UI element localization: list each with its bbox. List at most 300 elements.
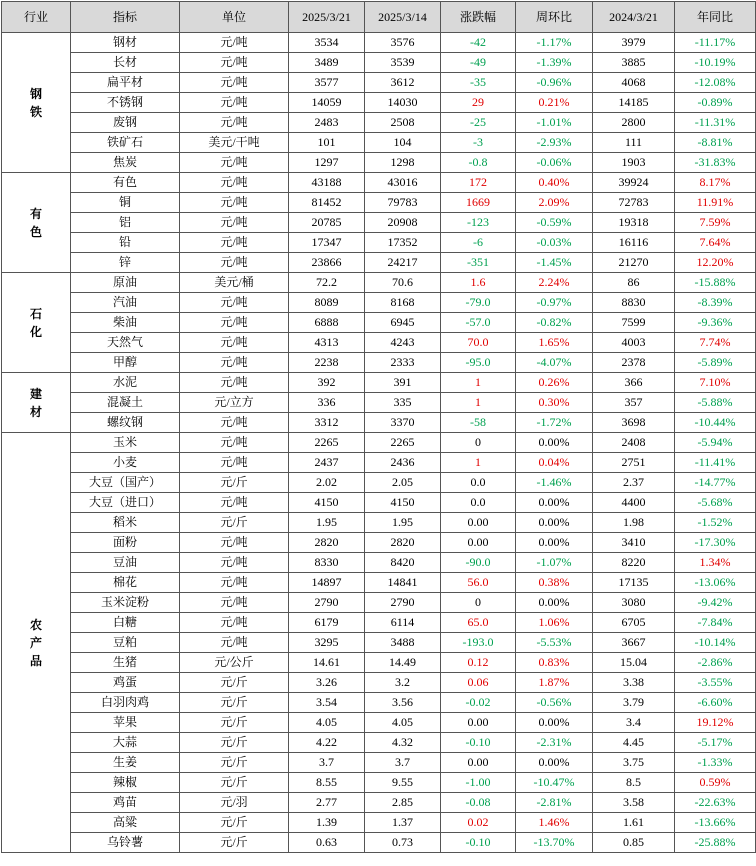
previous-value-cell: 2790	[365, 593, 441, 613]
change-cell: -193.0	[441, 633, 516, 653]
indicator-cell: 鸡蛋	[71, 673, 180, 693]
current-value-cell: 2483	[289, 113, 365, 133]
unit-cell: 元/吨	[180, 233, 289, 253]
wow-cell: 0.00%	[516, 533, 593, 553]
table-row	[2, 813, 756, 833]
yoy-cell: -11.31%	[675, 113, 756, 133]
table-row	[2, 193, 756, 213]
last-year-value-cell: 8830	[593, 293, 675, 313]
table-row	[2, 493, 756, 513]
indicator-cell: 高粱	[71, 813, 180, 833]
last-year-value-cell: 1903	[593, 153, 675, 173]
wow-cell: 1.46%	[516, 813, 593, 833]
last-year-value-cell: 3667	[593, 633, 675, 653]
change-cell: 29	[441, 93, 516, 113]
yoy-cell: 7.74%	[675, 333, 756, 353]
previous-value-cell: 3.7	[365, 753, 441, 773]
wow-cell: 0.00%	[516, 493, 593, 513]
table-row	[2, 313, 756, 333]
unit-cell: 元/吨	[180, 53, 289, 73]
last-year-value-cell: 39924	[593, 173, 675, 193]
wow-cell: 0.83%	[516, 653, 593, 673]
last-year-value-cell: 86	[593, 273, 675, 293]
previous-value-cell: 4.32	[365, 733, 441, 753]
unit-cell: 元/吨	[180, 193, 289, 213]
wow-cell: -2.31%	[516, 733, 593, 753]
indicator-cell: 苹果	[71, 713, 180, 733]
unit-cell: 美元/干吨	[180, 133, 289, 153]
change-cell: -49	[441, 53, 516, 73]
last-year-value-cell: 7599	[593, 313, 675, 333]
previous-value-cell: 9.55	[365, 773, 441, 793]
wow-cell: -1.39%	[516, 53, 593, 73]
unit-cell: 元/吨	[180, 333, 289, 353]
wow-cell: -0.03%	[516, 233, 593, 253]
header-yoy: 年同比	[675, 2, 756, 33]
commodity-price-table	[1, 1, 756, 853]
change-cell: 65.0	[441, 613, 516, 633]
table-row	[2, 653, 756, 673]
unit-cell: 元/斤	[180, 833, 289, 853]
change-cell: 1669	[441, 193, 516, 213]
last-year-value-cell: 111	[593, 133, 675, 153]
previous-value-cell: 43016	[365, 173, 441, 193]
last-year-value-cell: 1.98	[593, 513, 675, 533]
unit-cell: 元/吨	[180, 113, 289, 133]
unit-cell: 元/吨	[180, 93, 289, 113]
unit-cell: 元/公斤	[180, 653, 289, 673]
yoy-cell: -0.89%	[675, 93, 756, 113]
last-year-value-cell: 3.75	[593, 753, 675, 773]
change-cell: -0.10	[441, 733, 516, 753]
indicator-cell: 汽油	[71, 293, 180, 313]
wow-cell: 0.38%	[516, 573, 593, 593]
previous-value-cell: 104	[365, 133, 441, 153]
wow-cell: 0.00%	[516, 593, 593, 613]
table-row	[2, 393, 756, 413]
wow-cell: 0.00%	[516, 433, 593, 453]
unit-cell: 元/吨	[180, 313, 289, 333]
yoy-cell: -7.84%	[675, 613, 756, 633]
last-year-value-cell: 21270	[593, 253, 675, 273]
unit-cell: 元/吨	[180, 433, 289, 453]
previous-value-cell: 14841	[365, 573, 441, 593]
previous-value-cell: 2.05	[365, 473, 441, 493]
yoy-cell: -3.55%	[675, 673, 756, 693]
last-year-value-cell: 72783	[593, 193, 675, 213]
table-row	[2, 293, 756, 313]
previous-value-cell: 2508	[365, 113, 441, 133]
yoy-cell: -2.86%	[675, 653, 756, 673]
change-cell: -1.00	[441, 773, 516, 793]
table-row	[2, 833, 756, 853]
change-cell: -6	[441, 233, 516, 253]
table-row	[2, 733, 756, 753]
indicator-cell: 生猪	[71, 653, 180, 673]
last-year-value-cell: 2408	[593, 433, 675, 453]
wow-cell: -1.01%	[516, 113, 593, 133]
indicator-cell: 玉米淀粉	[71, 593, 180, 613]
current-value-cell: 17347	[289, 233, 365, 253]
previous-value-cell: 3576	[365, 33, 441, 53]
wow-cell: -1.72%	[516, 413, 593, 433]
previous-value-cell: 2820	[365, 533, 441, 553]
indicator-cell: 白羽肉鸡	[71, 693, 180, 713]
last-year-value-cell: 15.04	[593, 653, 675, 673]
unit-cell: 元/吨	[180, 73, 289, 93]
yoy-cell: 7.10%	[675, 373, 756, 393]
unit-cell: 元/斤	[180, 713, 289, 733]
current-value-cell: 1.95	[289, 513, 365, 533]
last-year-value-cell: 19318	[593, 213, 675, 233]
yoy-cell: -8.81%	[675, 133, 756, 153]
industry-cell: 钢 铁	[2, 33, 71, 173]
last-year-value-cell: 16116	[593, 233, 675, 253]
indicator-cell: 混凝土	[71, 393, 180, 413]
yoy-cell: -10.44%	[675, 413, 756, 433]
unit-cell: 元/羽	[180, 793, 289, 813]
last-year-value-cell: 357	[593, 393, 675, 413]
wow-cell: -0.59%	[516, 213, 593, 233]
indicator-cell: 钢材	[71, 33, 180, 53]
last-year-value-cell: 366	[593, 373, 675, 393]
current-value-cell: 81452	[289, 193, 365, 213]
yoy-cell: -5.88%	[675, 393, 756, 413]
change-cell: -95.0	[441, 353, 516, 373]
table-row	[2, 53, 756, 73]
current-value-cell: 3312	[289, 413, 365, 433]
indicator-cell: 长材	[71, 53, 180, 73]
current-value-cell: 72.2	[289, 273, 365, 293]
yoy-cell: -13.66%	[675, 813, 756, 833]
current-value-cell: 3.54	[289, 693, 365, 713]
unit-cell: 元/斤	[180, 673, 289, 693]
indicator-cell: 玉米	[71, 433, 180, 453]
table-row	[2, 333, 756, 353]
wow-cell: 0.00%	[516, 753, 593, 773]
indicator-cell: 焦炭	[71, 153, 180, 173]
change-cell: 0	[441, 433, 516, 453]
indicator-cell: 大豆（国产）	[71, 473, 180, 493]
current-value-cell: 3.7	[289, 753, 365, 773]
indicator-cell: 稻米	[71, 513, 180, 533]
header-industry: 行业	[2, 2, 71, 33]
last-year-value-cell: 2378	[593, 353, 675, 373]
unit-cell: 元/吨	[180, 553, 289, 573]
last-year-value-cell: 4400	[593, 493, 675, 513]
table-row	[2, 253, 756, 273]
last-year-value-cell: 8220	[593, 553, 675, 573]
table-row	[2, 633, 756, 653]
wow-cell: -5.53%	[516, 633, 593, 653]
yoy-cell: -5.17%	[675, 733, 756, 753]
last-year-value-cell: 4.45	[593, 733, 675, 753]
last-year-value-cell: 4068	[593, 73, 675, 93]
unit-cell: 元/吨	[180, 293, 289, 313]
table-row	[2, 133, 756, 153]
last-year-value-cell: 3979	[593, 33, 675, 53]
indicator-cell: 有色	[71, 173, 180, 193]
yoy-cell: -5.94%	[675, 433, 756, 453]
change-cell: 70.0	[441, 333, 516, 353]
unit-cell: 元/吨	[180, 533, 289, 553]
yoy-cell: -22.63%	[675, 793, 756, 813]
indicator-cell: 锌	[71, 253, 180, 273]
last-year-value-cell: 1.61	[593, 813, 675, 833]
indicator-cell: 螺纹钢	[71, 413, 180, 433]
previous-value-cell: 3.56	[365, 693, 441, 713]
wow-cell: 0.00%	[516, 513, 593, 533]
previous-value-cell: 2265	[365, 433, 441, 453]
yoy-cell: 8.17%	[675, 173, 756, 193]
wow-cell: -0.97%	[516, 293, 593, 313]
table-row	[2, 233, 756, 253]
unit-cell: 元/吨	[180, 613, 289, 633]
previous-value-cell: 3539	[365, 53, 441, 73]
wow-cell: -0.06%	[516, 153, 593, 173]
header-row	[2, 2, 756, 33]
last-year-value-cell: 3885	[593, 53, 675, 73]
change-cell: -58	[441, 413, 516, 433]
previous-value-cell: 2436	[365, 453, 441, 473]
yoy-cell: -15.88%	[675, 273, 756, 293]
yoy-cell: -5.68%	[675, 493, 756, 513]
previous-value-cell: 0.73	[365, 833, 441, 853]
current-value-cell: 4.22	[289, 733, 365, 753]
wow-cell: -10.47%	[516, 773, 593, 793]
unit-cell: 元/斤	[180, 753, 289, 773]
current-value-cell: 392	[289, 373, 365, 393]
change-cell: 1	[441, 453, 516, 473]
change-cell: -0.8	[441, 153, 516, 173]
yoy-cell: -31.83%	[675, 153, 756, 173]
yoy-cell: -8.39%	[675, 293, 756, 313]
last-year-value-cell: 3410	[593, 533, 675, 553]
yoy-cell: -9.36%	[675, 313, 756, 333]
unit-cell: 元/吨	[180, 33, 289, 53]
previous-value-cell: 3612	[365, 73, 441, 93]
unit-cell: 元/吨	[180, 573, 289, 593]
previous-value-cell: 3.2	[365, 673, 441, 693]
previous-value-cell: 8168	[365, 293, 441, 313]
wow-cell: -0.82%	[516, 313, 593, 333]
indicator-cell: 废钢	[71, 113, 180, 133]
wow-cell: -0.56%	[516, 693, 593, 713]
wow-cell: -1.17%	[516, 33, 593, 53]
current-value-cell: 2.02	[289, 473, 365, 493]
header-indicator: 指标	[71, 2, 180, 33]
previous-value-cell: 14030	[365, 93, 441, 113]
unit-cell: 元/斤	[180, 693, 289, 713]
wow-cell: 0.30%	[516, 393, 593, 413]
table-row	[2, 453, 756, 473]
change-cell: 1.6	[441, 273, 516, 293]
table-row	[2, 573, 756, 593]
wow-cell: 1.06%	[516, 613, 593, 633]
current-value-cell: 14.61	[289, 653, 365, 673]
table-row	[2, 793, 756, 813]
indicator-cell: 棉花	[71, 573, 180, 593]
current-value-cell: 14059	[289, 93, 365, 113]
yoy-cell: -11.17%	[675, 33, 756, 53]
previous-value-cell: 4243	[365, 333, 441, 353]
change-cell: 0.00	[441, 713, 516, 733]
indicator-cell: 甲醇	[71, 353, 180, 373]
wow-cell: -4.07%	[516, 353, 593, 373]
unit-cell: 元/斤	[180, 813, 289, 833]
yoy-cell: -13.06%	[675, 573, 756, 593]
unit-cell: 元/吨	[180, 413, 289, 433]
table-row	[2, 353, 756, 373]
table-row	[2, 373, 756, 393]
yoy-cell: -1.33%	[675, 753, 756, 773]
industry-cell: 有 色	[2, 173, 71, 273]
current-value-cell: 3534	[289, 33, 365, 53]
indicator-cell: 乌铃薯	[71, 833, 180, 853]
previous-value-cell: 1.95	[365, 513, 441, 533]
current-value-cell: 2790	[289, 593, 365, 613]
wow-cell: -1.07%	[516, 553, 593, 573]
last-year-value-cell: 8.5	[593, 773, 675, 793]
current-value-cell: 3577	[289, 73, 365, 93]
current-value-cell: 2238	[289, 353, 365, 373]
table-body	[2, 33, 756, 853]
current-value-cell: 1297	[289, 153, 365, 173]
wow-cell: 2.09%	[516, 193, 593, 213]
previous-value-cell: 8420	[365, 553, 441, 573]
previous-value-cell: 1.37	[365, 813, 441, 833]
wow-cell: 0.00%	[516, 713, 593, 733]
last-year-value-cell: 14185	[593, 93, 675, 113]
previous-value-cell: 2.85	[365, 793, 441, 813]
last-year-value-cell: 17135	[593, 573, 675, 593]
header-date-last-year: 2024/3/21	[593, 2, 675, 33]
table-row	[2, 433, 756, 453]
yoy-cell: -11.41%	[675, 453, 756, 473]
indicator-cell: 扁平材	[71, 73, 180, 93]
change-cell: 0.00	[441, 753, 516, 773]
unit-cell: 元/斤	[180, 513, 289, 533]
indicator-cell: 柴油	[71, 313, 180, 333]
unit-cell: 元/吨	[180, 173, 289, 193]
change-cell: 1	[441, 373, 516, 393]
yoy-cell: -10.19%	[675, 53, 756, 73]
last-year-value-cell: 2751	[593, 453, 675, 473]
header-date-current: 2025/3/21	[289, 2, 365, 33]
table-row	[2, 93, 756, 113]
previous-value-cell: 20908	[365, 213, 441, 233]
current-value-cell: 6888	[289, 313, 365, 333]
unit-cell: 元/吨	[180, 213, 289, 233]
current-value-cell: 4150	[289, 493, 365, 513]
indicator-cell: 铁矿石	[71, 133, 180, 153]
table-row	[2, 33, 756, 53]
table-row	[2, 153, 756, 173]
yoy-cell: 11.91%	[675, 193, 756, 213]
yoy-cell: -10.14%	[675, 633, 756, 653]
change-cell: 1	[441, 393, 516, 413]
header-wow: 周环比	[516, 2, 593, 33]
indicator-cell: 鸡苗	[71, 793, 180, 813]
yoy-cell: -6.60%	[675, 693, 756, 713]
unit-cell: 元/斤	[180, 773, 289, 793]
indicator-cell: 面粉	[71, 533, 180, 553]
unit-cell: 元/立方	[180, 393, 289, 413]
current-value-cell: 6179	[289, 613, 365, 633]
unit-cell: 元/吨	[180, 633, 289, 653]
unit-cell: 元/吨	[180, 453, 289, 473]
current-value-cell: 2437	[289, 453, 365, 473]
table-row	[2, 753, 756, 773]
table-row	[2, 513, 756, 533]
last-year-value-cell: 0.85	[593, 833, 675, 853]
wow-cell: 2.24%	[516, 273, 593, 293]
change-cell: 0.12	[441, 653, 516, 673]
table-row	[2, 613, 756, 633]
previous-value-cell: 1298	[365, 153, 441, 173]
last-year-value-cell: 6705	[593, 613, 675, 633]
wow-cell: -13.70%	[516, 833, 593, 853]
previous-value-cell: 70.6	[365, 273, 441, 293]
table-row	[2, 273, 756, 293]
yoy-cell: -14.77%	[675, 473, 756, 493]
current-value-cell: 2.77	[289, 793, 365, 813]
indicator-cell: 原油	[71, 273, 180, 293]
unit-cell: 元/斤	[180, 733, 289, 753]
current-value-cell: 43188	[289, 173, 365, 193]
previous-value-cell: 335	[365, 393, 441, 413]
change-cell: -79.0	[441, 293, 516, 313]
indicator-cell: 白糖	[71, 613, 180, 633]
indicator-cell: 辣椒	[71, 773, 180, 793]
header-change: 涨跌幅	[441, 2, 516, 33]
unit-cell: 元/吨	[180, 373, 289, 393]
unit-cell: 元/吨	[180, 493, 289, 513]
wow-cell: 0.26%	[516, 373, 593, 393]
current-value-cell: 2820	[289, 533, 365, 553]
previous-value-cell: 391	[365, 373, 441, 393]
yoy-cell: -12.08%	[675, 73, 756, 93]
current-value-cell: 101	[289, 133, 365, 153]
current-value-cell: 8089	[289, 293, 365, 313]
last-year-value-cell: 3080	[593, 593, 675, 613]
yoy-cell: -25.88%	[675, 833, 756, 853]
unit-cell: 元/吨	[180, 353, 289, 373]
yoy-cell: 7.59%	[675, 213, 756, 233]
change-cell: 0.0	[441, 473, 516, 493]
previous-value-cell: 2333	[365, 353, 441, 373]
unit-cell: 美元/桶	[180, 273, 289, 293]
yoy-cell: 19.12%	[675, 713, 756, 733]
previous-value-cell: 3488	[365, 633, 441, 653]
change-cell: -90.0	[441, 553, 516, 573]
indicator-cell: 小麦	[71, 453, 180, 473]
current-value-cell: 336	[289, 393, 365, 413]
table-row	[2, 173, 756, 193]
current-value-cell: 0.63	[289, 833, 365, 853]
previous-value-cell: 6945	[365, 313, 441, 333]
wow-cell: -1.46%	[516, 473, 593, 493]
change-cell: 0.00	[441, 513, 516, 533]
yoy-cell: -5.89%	[675, 353, 756, 373]
wow-cell: -2.93%	[516, 133, 593, 153]
unit-cell: 元/吨	[180, 253, 289, 273]
previous-value-cell: 4.05	[365, 713, 441, 733]
wow-cell: 1.87%	[516, 673, 593, 693]
table-row	[2, 673, 756, 693]
yoy-cell: 7.64%	[675, 233, 756, 253]
table-row	[2, 593, 756, 613]
